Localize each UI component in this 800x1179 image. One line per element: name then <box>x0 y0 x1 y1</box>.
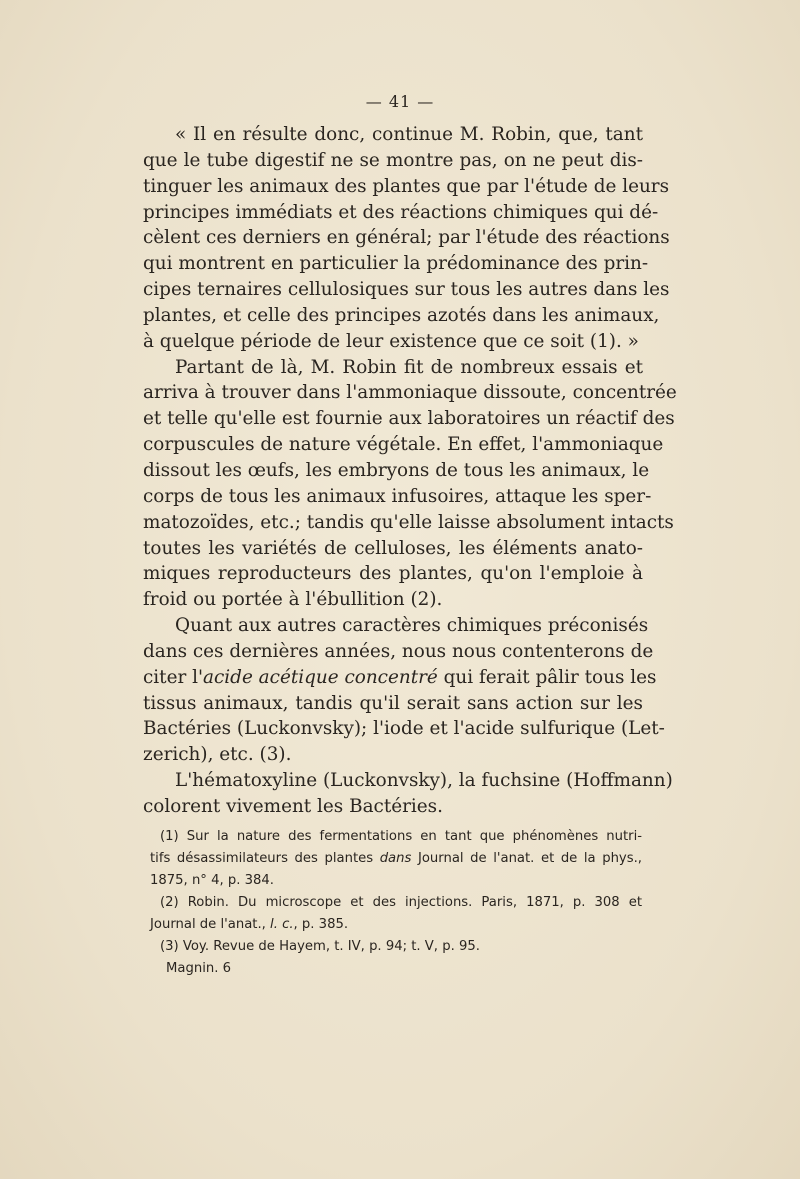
italic-word: dans <box>379 851 412 866</box>
text-line: froid ou portée à l'ébullition (2). <box>143 589 443 611</box>
page-number: — 41 — <box>365 92 435 111</box>
footnotes <box>150 826 642 980</box>
text-line: principes immédiats et des réactions chimiques qui dé- <box>143 201 659 223</box>
footnote-line: Journal de l'anat., l. c., p. 385. <box>150 917 349 932</box>
text-line: dissout les œufs, les embryons de tous les animaux, le <box>143 459 650 481</box>
text-line: zerich), etc. (3). <box>143 744 292 766</box>
text-line: et telle qu'elle est fournie aux laboratoires un réactif des <box>143 408 675 430</box>
text-line: colorent vivement les Bactéries. <box>143 795 443 817</box>
footnote-line: (3) Voy. Revue de Hayem, t. IV, p. 94; t. V, p. 95. <box>160 939 480 954</box>
text-line: dans ces dernières années, nous nous contenterons de <box>143 640 654 662</box>
footnote-line: (1) Sur la nature des fermentations en tant que phénomènes nutri- <box>160 829 642 844</box>
text-line: cèlent ces derniers en général; par l'étude des réactions <box>143 227 670 249</box>
text-line: à quelque période de leur existence que ce soit (1). » <box>143 330 639 352</box>
body-text <box>143 122 677 820</box>
text-line: que le tube digestif ne se montre pas, on ne peut dis- <box>143 149 643 171</box>
footnote-line: (2) Robin. Du microscope et des injections. Paris, 1871, p. 308 et <box>160 895 642 910</box>
signature-author: Magnin. <box>166 961 219 976</box>
signature-sheet: 6 <box>222 961 231 976</box>
text-line: « Il en résulte donc, continue M. Robin, que, tant <box>175 124 643 145</box>
text-line: plantes, et celle des principes azotés dans les animaux, <box>143 304 660 326</box>
text-line: L'hématoxyline (Luckonvsky), la fuchsine (Hoffmann) <box>175 770 673 792</box>
text-line: Bactéries (Luckonvsky); l'iode et l'acide sulfurique (Let- <box>143 718 665 740</box>
text-line: Quant aux autres caractères chimiques préconisés <box>175 615 649 637</box>
text-line: cipes ternaires cellulosiques sur tous les autres dans les <box>143 279 670 301</box>
text-line: qui montrent en particulier la prédominance des prin- <box>143 253 649 275</box>
text-line: corpuscules de nature végétale. En effet, l'ammoniaque <box>143 434 664 456</box>
text-line: arriva à trouver dans l'ammoniaque dissoute, concentrée <box>143 382 677 404</box>
italic-term: acide acétique concentré <box>203 666 438 688</box>
text-line: matozoïdes, etc.; tandis qu'elle laisse absolument intacts <box>143 511 674 533</box>
text-line: tinguer les animaux des plantes que par l'étude de leurs <box>143 175 670 197</box>
text-line: toutes les variétés de celluloses, les éléments anato- <box>143 537 643 559</box>
text-line: tissus animaux, tandis qu'il serait sans action sur les <box>143 692 643 714</box>
footnote-line: 1875, n° 4, p. 384. <box>150 873 274 888</box>
text-line: miques reproducteurs des plantes, qu'on l'emploie à <box>143 563 643 585</box>
text-line: Partant de là, M. Robin fit de nombreux essais et <box>175 356 643 378</box>
footnote-line: tifs désassimilateurs des plantes dans Journal de l'anat. et de la phys., <box>150 851 642 866</box>
italic-abbrev: l. c. <box>270 917 294 932</box>
signature-line <box>150 958 642 980</box>
text-line: corps de tous les animaux infusoires, attaque les sper- <box>143 485 652 507</box>
text-line: citer l'acide acétique concentré qui ferait pâlir tous les <box>143 666 657 688</box>
